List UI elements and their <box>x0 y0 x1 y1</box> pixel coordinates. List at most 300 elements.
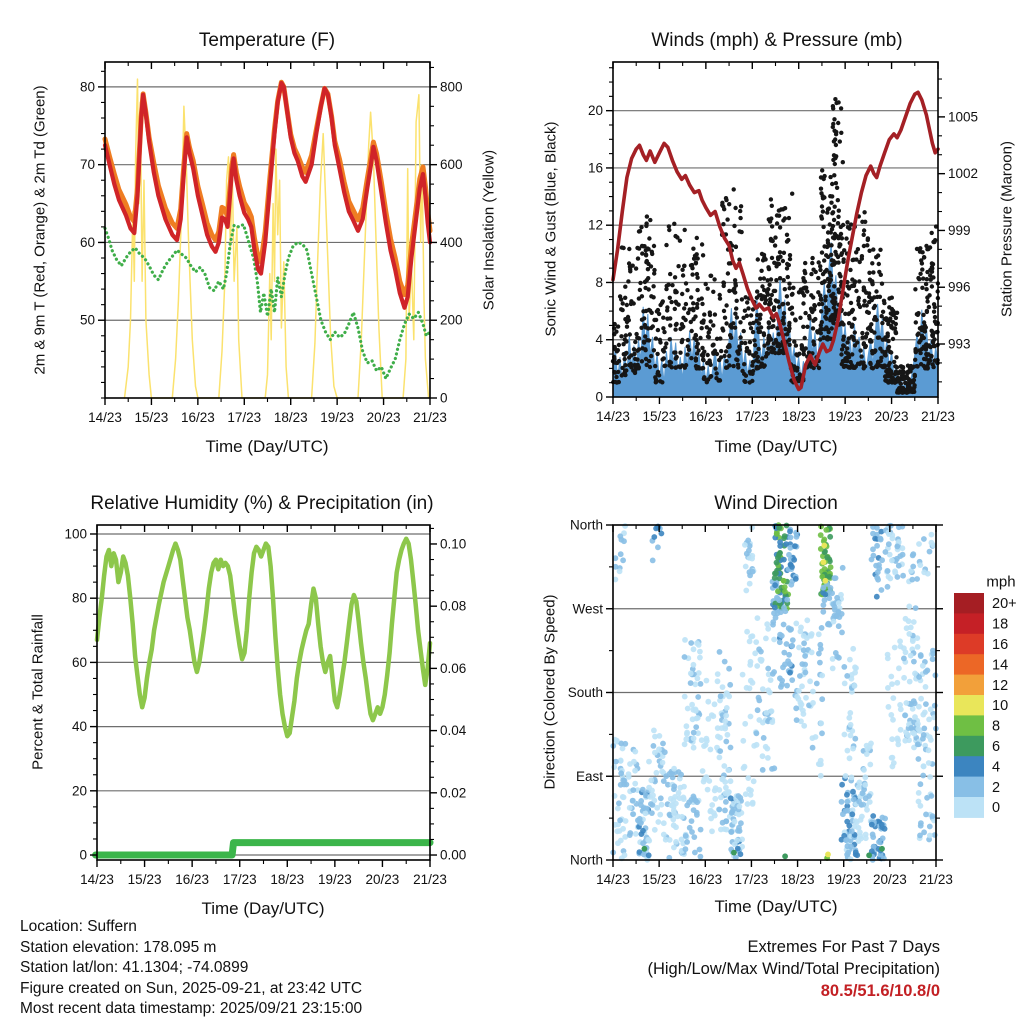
gust-dot <box>682 306 686 310</box>
gust-dot <box>813 317 817 321</box>
gust-dot <box>841 343 845 347</box>
wind-dir-dot <box>684 731 690 737</box>
gust-dot <box>629 299 633 303</box>
gust-dot <box>889 311 893 315</box>
gust-dot <box>803 261 807 265</box>
gust-dot <box>614 330 618 334</box>
gust-dot <box>837 209 841 213</box>
wind-dir-dot <box>760 767 766 773</box>
gust-dot <box>715 337 719 341</box>
wind-dir-dot <box>849 775 855 781</box>
wind-dir-dot <box>916 756 922 762</box>
wind-dir-dot <box>906 604 912 610</box>
wind-dir-dot <box>801 723 807 729</box>
wind-dir-dot <box>829 590 835 596</box>
wind-dir-dot <box>794 717 800 723</box>
wind-dir-dot <box>745 801 751 807</box>
gust-dot <box>893 311 897 315</box>
gust-dot <box>695 236 699 240</box>
gust-dot <box>652 268 656 272</box>
gust-dot <box>820 168 824 172</box>
wind-dir-dot <box>755 707 761 713</box>
wind-dir-dot <box>758 649 764 655</box>
gust-dot <box>896 376 900 380</box>
wind-dir-dot <box>822 597 828 603</box>
gust-dot <box>835 186 839 190</box>
gust-dot <box>879 273 883 277</box>
gust-dot <box>834 143 838 147</box>
wind-dir-dot <box>803 695 809 701</box>
wind-dir-dot <box>920 736 926 742</box>
colorbar-cell <box>954 675 984 696</box>
wind-dir-dot <box>691 794 697 800</box>
gust-dot <box>645 278 649 282</box>
gust-dot <box>656 328 660 332</box>
wind-dir-dot <box>874 594 880 600</box>
wind-dir-dot <box>921 569 927 575</box>
gust-dot <box>833 162 837 166</box>
gust-dot <box>891 320 895 324</box>
gust-dot <box>832 173 836 177</box>
gust-dot <box>933 315 937 319</box>
gust-dot <box>738 216 742 220</box>
gust-dot <box>695 288 699 292</box>
gust-dot <box>691 247 695 251</box>
wind-dir-dot <box>771 765 777 771</box>
wind-dir-dot <box>821 602 827 608</box>
wind-dir-dot <box>695 676 701 682</box>
y-tick-label: 4 <box>595 332 603 348</box>
wind-dir-dot <box>613 759 619 765</box>
wind-dir-dot <box>863 795 869 801</box>
gust-dot <box>776 257 780 261</box>
gust-dot <box>911 388 915 392</box>
gust-dot <box>856 299 860 303</box>
y-tick-label: West <box>572 601 603 617</box>
gust-dot <box>887 345 891 349</box>
extremes-title: Extremes For Past 7 Days <box>747 938 940 956</box>
gust-dot <box>668 296 672 300</box>
gust-dot <box>836 221 840 225</box>
wind-dir-dot <box>776 597 782 603</box>
wind-dir-dot <box>927 734 933 740</box>
wind-dir-dot <box>906 631 912 637</box>
wind-dir-dot <box>818 720 824 726</box>
x-tick-label: 16/23 <box>688 409 723 424</box>
gust-dot <box>783 206 787 210</box>
gust-dot <box>701 354 705 358</box>
gust-dot <box>830 263 834 267</box>
wind-dir-dot <box>889 736 895 742</box>
wind-dir-dot <box>879 557 885 563</box>
gust-dot <box>844 236 848 240</box>
gust-dot <box>790 293 794 297</box>
gust-dot <box>696 348 700 352</box>
gust-dot <box>734 357 738 361</box>
gust-dot <box>932 310 936 314</box>
wind-dir-dot <box>745 538 751 544</box>
gust-dot <box>685 288 689 292</box>
gust-dot <box>832 117 836 121</box>
gust-dot <box>617 359 621 363</box>
wind-dir-dot <box>697 649 703 655</box>
wind-dir-dot <box>921 763 927 769</box>
wind-dir-dot <box>852 670 858 676</box>
gust-dot <box>755 296 759 300</box>
wind-dir-dot <box>744 685 750 691</box>
gust-dot <box>754 358 758 362</box>
wind-dir-dot <box>894 544 900 550</box>
gust-dot <box>858 348 862 352</box>
y-tick-label: 0 <box>440 390 448 406</box>
gust-dot <box>640 359 644 363</box>
gust-dot <box>692 336 696 340</box>
wind-dir-dot <box>689 829 695 835</box>
wind-dir-dot <box>698 681 704 687</box>
gust-dot <box>658 340 662 344</box>
gust-dot <box>783 287 787 291</box>
wind-dir-dot <box>618 770 624 776</box>
wind-dir-dot <box>627 832 633 838</box>
x-tick-label: 17/23 <box>734 872 769 887</box>
gust-dot <box>731 364 735 368</box>
gust-dot <box>915 364 919 368</box>
wind-dir-dot <box>661 832 667 838</box>
gust-dot <box>920 336 924 340</box>
gust-dot <box>645 259 649 263</box>
gust-dot <box>728 324 732 328</box>
gust-dot <box>922 255 926 259</box>
x-tick-label: 19/23 <box>826 872 861 887</box>
wind-dir-dot <box>690 716 696 722</box>
gust-dot <box>778 349 782 353</box>
y-tick-label: 1002 <box>948 166 979 182</box>
wind-dir-dot <box>724 690 730 696</box>
wind-dir-dot <box>847 657 853 663</box>
gust-dot <box>661 326 665 330</box>
gust-dot <box>891 376 895 380</box>
gust-dot <box>733 278 737 282</box>
gust-dot <box>787 286 791 290</box>
gust-dot <box>894 355 898 359</box>
gust-dot <box>646 267 650 271</box>
winds-chart-title: Winds (mph) & Pressure (mb) <box>651 30 903 51</box>
gust-dot <box>858 260 862 264</box>
wind-dir-dot <box>648 777 654 783</box>
gust-dot <box>821 225 825 229</box>
wind-dir-dot <box>706 716 712 722</box>
gust-dot <box>802 279 806 283</box>
gust-dot <box>766 352 770 356</box>
wind-dir-dot <box>901 675 907 681</box>
gust-dot <box>639 225 643 229</box>
wind-dir-dot <box>694 812 700 818</box>
gust-dot <box>690 266 694 270</box>
gust-dot <box>625 303 629 307</box>
wind-dir-dot <box>929 532 935 538</box>
gust-dot <box>777 214 781 218</box>
wind-dir-dot <box>756 698 762 704</box>
gust-dot <box>782 251 786 255</box>
wind-dir-dot <box>896 665 902 671</box>
wind-dir-dot <box>786 652 792 658</box>
gust-dot <box>927 293 931 297</box>
gust-dot <box>657 312 661 316</box>
wind-dir-dot <box>790 637 796 643</box>
gust-dot <box>680 292 684 296</box>
wind-dir-dot <box>822 592 828 598</box>
wind-dir-dot <box>697 655 703 661</box>
gust-dot <box>839 131 843 135</box>
wind-dir-dot <box>886 704 892 710</box>
gust-dot <box>928 268 932 272</box>
gust-dot <box>773 289 777 293</box>
wind-dir-dot <box>679 814 685 820</box>
gust-dot <box>803 311 807 315</box>
wind-dir-dot <box>718 693 724 699</box>
wind-dir-dot <box>819 730 825 736</box>
wind-dir-dot <box>843 773 849 779</box>
wind-dir-dot <box>900 552 906 558</box>
gust-dot <box>783 216 787 220</box>
gust-dot <box>849 301 853 305</box>
gust-dot <box>742 379 746 383</box>
gust-dot <box>787 323 791 327</box>
wind-dir-dot <box>845 748 851 754</box>
gust-dot <box>770 293 774 297</box>
wind-dir-dot <box>816 631 822 637</box>
gust-dot <box>836 215 840 219</box>
wind-dir-dot <box>655 819 661 825</box>
wind-dir-dot <box>818 773 824 779</box>
gust-dot <box>734 245 738 249</box>
wind-dir-dot <box>915 741 921 747</box>
gust-dot <box>675 301 679 305</box>
wind-dir-dot <box>740 738 746 744</box>
wind-dir-dot <box>722 808 728 814</box>
gust-dot <box>733 326 737 330</box>
gust-dot <box>834 181 838 185</box>
wind-dir-dot <box>923 684 929 690</box>
gust-dot <box>623 285 627 289</box>
gust-dot <box>694 356 698 360</box>
gust-dot <box>742 329 746 333</box>
gust-dot <box>867 300 871 304</box>
gust-dot <box>870 351 874 355</box>
gust-dot <box>922 320 926 324</box>
gust-dot <box>791 286 795 290</box>
wind-dir-dot <box>702 776 708 782</box>
gust-dot <box>847 286 851 290</box>
x-tick-label: 20/23 <box>872 872 907 887</box>
wind-dir-dot <box>861 767 867 773</box>
gust-dot <box>836 260 840 264</box>
wind-dir-dot <box>839 782 845 788</box>
gust-dot <box>853 330 857 334</box>
wind-dir-dot <box>671 766 677 772</box>
wind-dir-dot <box>817 761 823 767</box>
wind-dir-dot <box>864 751 870 757</box>
y-tick-label: 1005 <box>948 109 979 125</box>
gust-dot <box>661 299 665 303</box>
gust-dot <box>811 268 815 272</box>
x-tick-label: 21/23 <box>413 410 447 425</box>
wind-dir-dot <box>691 834 697 840</box>
gust-dot <box>889 324 893 328</box>
gust-dot <box>862 342 866 346</box>
colorbar-label: 6 <box>992 739 1001 755</box>
gust-dot <box>778 250 782 254</box>
gust-dot <box>727 261 731 265</box>
gust-dot <box>754 351 758 355</box>
wind-dir-dot <box>923 812 929 818</box>
gust-dot <box>635 349 639 353</box>
wind-dir-dot <box>872 536 878 542</box>
winds-plot <box>588 62 978 424</box>
gust-dot <box>837 244 841 248</box>
gust-dot <box>627 363 631 367</box>
wind-dir-dot <box>879 587 885 593</box>
gust-dot <box>678 351 682 355</box>
wind-dir-dot <box>618 838 624 844</box>
wind-dir-dot <box>760 720 766 726</box>
wind-dir-dot <box>726 666 732 672</box>
gust-dot <box>921 313 925 317</box>
gust-dot <box>762 333 766 337</box>
gust-dot <box>715 352 719 356</box>
wind-dir-dot <box>670 802 676 808</box>
gust-dot <box>867 271 871 275</box>
x-tick-label: 14/23 <box>88 410 122 425</box>
wind-dir-dot <box>748 634 754 640</box>
gust-dot <box>701 366 705 370</box>
wind-dir-dot <box>759 657 765 663</box>
gust-dot <box>819 191 823 195</box>
solar-yaxis-label: Solar Insolation (Yellow) <box>480 149 498 311</box>
wind-dir-dot <box>682 741 688 747</box>
gust-dot <box>700 296 704 300</box>
wind-dir-dot <box>777 550 783 556</box>
wind-dir-dot <box>819 625 825 631</box>
wind-dir-dot <box>671 808 677 814</box>
wind-dir-dot <box>723 739 729 745</box>
y-tick-label: 400 <box>440 234 463 250</box>
y-tick-label: 80 <box>71 590 87 606</box>
gust-dot <box>870 261 874 265</box>
gust-dot <box>647 287 651 291</box>
wind-dir-dot <box>650 792 656 798</box>
gust-dot <box>900 373 904 377</box>
gust-dot <box>721 328 725 332</box>
gust-dot <box>913 374 917 378</box>
gust-dot <box>633 340 637 344</box>
gust-dot <box>669 300 673 304</box>
gust-dot <box>645 363 649 367</box>
gust-dot <box>848 268 852 272</box>
gust-dot <box>677 364 681 368</box>
wind-dir-dot <box>681 784 687 790</box>
gust-dot <box>931 275 935 279</box>
wind-dir-dot <box>698 854 704 860</box>
gust-dot <box>698 336 702 340</box>
gust-dot <box>614 375 618 379</box>
wind-dir-dot <box>748 788 754 794</box>
wind-dir-dot <box>632 768 638 774</box>
y-tick-label: 100 <box>64 526 87 542</box>
wind-dir-dot <box>863 835 869 841</box>
gust-dot <box>793 317 797 321</box>
gust-dot <box>738 209 742 213</box>
gust-dot <box>928 359 932 363</box>
y-tick-label: 20 <box>71 783 87 799</box>
colorbar-label: 4 <box>992 759 1001 776</box>
wind-dir-dot <box>754 730 760 736</box>
wind-dir-dot <box>779 633 785 639</box>
gust-dot <box>833 296 837 300</box>
gust-dot <box>831 292 835 296</box>
gust-dot <box>748 371 752 375</box>
gust-dot <box>860 331 864 335</box>
wind-dir-dot <box>910 553 916 559</box>
gust-dot <box>841 223 845 227</box>
gust-dot <box>680 268 684 272</box>
wind-dir-dot <box>819 696 825 702</box>
gust-dot <box>781 318 785 322</box>
wind-dir-dot <box>685 706 691 712</box>
gust-dot <box>868 325 872 329</box>
gust-dot <box>693 314 697 318</box>
y-tick-label: 70 <box>79 157 95 173</box>
gust-dot <box>824 268 828 272</box>
gust-dot <box>841 160 845 164</box>
gust-dot <box>718 293 722 297</box>
wind-dir-dot <box>748 714 754 720</box>
wind-dir-dot <box>689 818 695 824</box>
colorbar-cell <box>954 736 984 757</box>
wind-dir-dot <box>927 549 933 555</box>
wind-dir-dot <box>920 712 926 718</box>
colorbar-label: 2 <box>992 779 1001 796</box>
wind-dir-dot <box>717 807 723 813</box>
wind-dir-dot <box>910 638 916 644</box>
wind-dir-dot <box>927 824 933 830</box>
wind-dir-dot <box>818 646 824 652</box>
gust-dot <box>778 225 782 229</box>
wind-dir-dot <box>705 699 711 705</box>
gust-dot <box>851 308 855 312</box>
gust-dot <box>852 317 856 321</box>
gust-dot <box>753 343 757 347</box>
wind-dir-dot <box>740 672 746 678</box>
wind-dir-dot <box>771 637 777 643</box>
wind-dir-dot <box>845 850 851 856</box>
y-tick-label: 80 <box>79 79 95 95</box>
wind-dir-dot <box>728 745 734 751</box>
gust-dot <box>797 352 801 356</box>
wind-dir-dot <box>765 666 771 672</box>
gust-dot <box>801 301 805 305</box>
gust-dot <box>868 362 872 366</box>
wind-dir-dot <box>801 640 807 646</box>
gust-dot <box>733 290 737 294</box>
gust-dot <box>832 284 836 288</box>
gust-dot <box>917 277 921 281</box>
gust-dot <box>723 316 727 320</box>
wind-dir-dot <box>682 654 688 660</box>
gust-dot <box>845 293 849 297</box>
gust-dot <box>767 283 771 287</box>
wind-dir-dot <box>784 597 790 603</box>
